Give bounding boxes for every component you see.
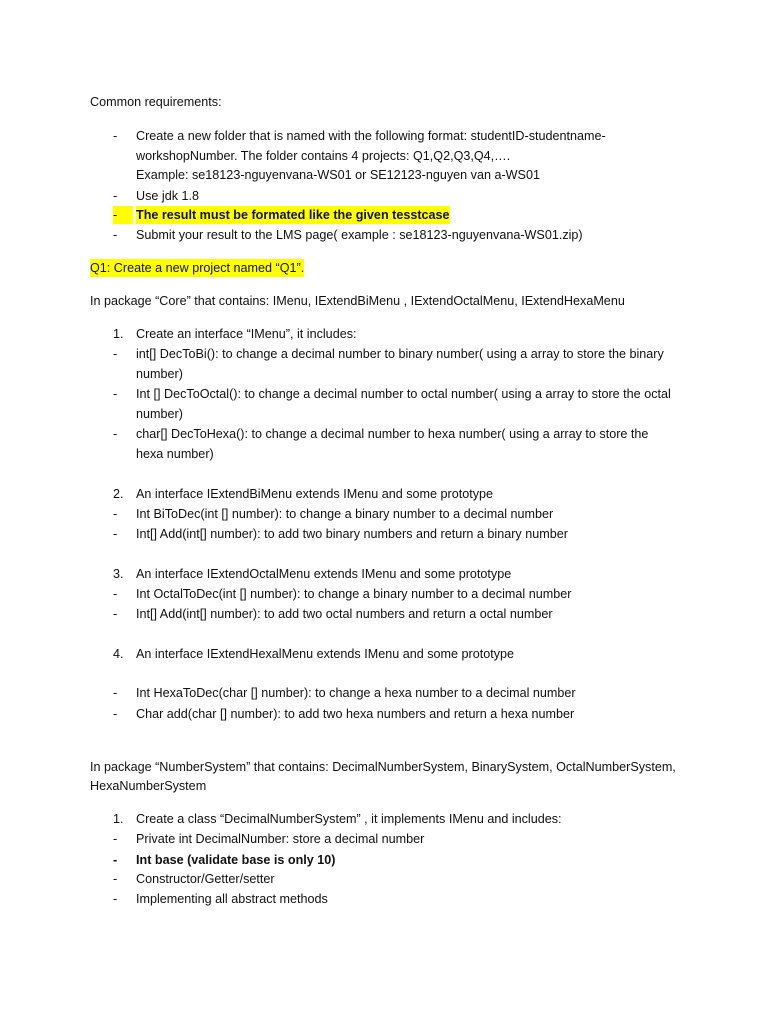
section-iextendhexalmenu-title: An interface IExtendHexalMenu extends IMenu and some prototype — [136, 647, 515, 661]
bullet-marker: - — [113, 707, 118, 721]
numbersystem-package-line-2: HexaNumberSystem — [90, 779, 207, 793]
section-imenu-title: Create an interface “IMenu”, it includes: — [136, 327, 357, 341]
bullet-marker: - — [113, 129, 118, 143]
decimal-class-base-bold: Int base (validate base is only 10) — [136, 853, 336, 867]
requirement-folder-example: Example: se18123-nguyenvana-WS01 or SE12123-nguyen van a-WS01 — [136, 168, 540, 182]
bimenu-add: Int[] Add(int[] number): to add two binary numbers and return a binary number — [136, 527, 568, 541]
bullet-marker: - — [113, 832, 118, 846]
bullet-marker: - — [113, 587, 118, 601]
bullet-marker: - — [113, 527, 118, 541]
imenu-dectooctal-line-1: Int [] DecToOctal(): to change a decimal number to octal number( using a array to store the octal — [136, 387, 671, 401]
imenu-dectooctal-line-2: number) — [136, 407, 183, 421]
requirement-submit: Submit your result to the LMS page( example : se18123-nguyenvana-WS01.zip) — [136, 228, 583, 242]
section-number: 2. — [113, 487, 124, 501]
bullet-marker: - — [113, 853, 118, 867]
section-number: 1. — [113, 327, 124, 341]
decimal-class-constructor: Constructor/Getter/setter — [136, 872, 275, 886]
hexamenu-hexatodec: Int HexaToDec(char [] number): to change a hexa number to a decimal number — [136, 686, 576, 700]
decimal-class-title: Create a class “DecimalNumberSystem” , it implements IMenu and includes: — [136, 812, 562, 826]
bullet-marker: - — [113, 387, 118, 401]
imenu-dectohexa-line-1: char[] DecToHexa(): to change a decimal number to hexa number( using a array to store the — [136, 427, 649, 441]
bullet-marker: - — [113, 206, 133, 224]
q1-title-highlighted: Q1: Create a new project named “Q1”. — [90, 261, 305, 275]
octalmenu-add: Int[] Add(int[] number): to add two octal numbers and return a octal number — [136, 607, 553, 621]
bullet-marker: - — [113, 872, 118, 886]
numbersystem-package-line-1: In package “NumberSystem” that contains: DecimalNumberSystem, BinarySystem, OctalNumberSystem, — [90, 760, 676, 774]
core-package-description: In package “Core” that contains: IMenu, IExtendBiMenu , IExtendOctalMenu, IExtendHexaMenu — [90, 294, 625, 308]
section-number: 3. — [113, 567, 124, 581]
requirement-folder-line-2: workshopNumber. The folder contains 4 projects: Q1,Q2,Q3,Q4,…. — [136, 149, 511, 163]
bullet-marker: - — [113, 507, 118, 521]
bullet-marker: - — [113, 892, 118, 906]
bullet-marker: - — [113, 189, 118, 203]
common-requirements-heading: Common requirements: — [90, 95, 222, 109]
bullet-marker: - — [113, 686, 118, 700]
bullet-marker: - — [113, 607, 118, 621]
decimal-class-implementing: Implementing all abstract methods — [136, 892, 328, 906]
requirement-format-highlighted: The result must be formated like the given tesstcase — [136, 208, 450, 222]
bullet-marker: - — [113, 347, 118, 361]
octalmenu-octaltodec: Int OctalToDec(int [] number): to change a binary number to a decimal number — [136, 587, 572, 601]
section-iextendoctalmenu-title: An interface IExtendOctalMenu extends IMenu and some prototype — [136, 567, 512, 581]
requirement-jdk: Use jdk 1.8 — [136, 189, 199, 203]
section-iextendbimenu-title: An interface IExtendBiMenu extends IMenu and some prototype — [136, 487, 494, 501]
imenu-dectobi-line-1: int[] DecToBi(): to change a decimal number to binary number( using a array to store the binary — [136, 347, 664, 361]
imenu-dectohexa-line-2: hexa number) — [136, 447, 214, 461]
section-number: 4. — [113, 647, 124, 661]
section-number: 1. — [113, 812, 124, 826]
bullet-marker: - — [113, 427, 118, 441]
hexamenu-add: Char add(char [] number): to add two hexa numbers and return a hexa number — [136, 707, 575, 721]
requirement-folder-line-1: Create a new folder that is named with the following format: studentID-studentname- — [136, 129, 606, 143]
decimal-class-field: Private int DecimalNumber: store a decimal number — [136, 832, 425, 846]
bullet-marker: - — [113, 228, 118, 242]
imenu-dectobi-line-2: number) — [136, 367, 183, 381]
bimenu-bitodec: Int BiToDec(int [] number): to change a binary number to a decimal number — [136, 507, 554, 521]
